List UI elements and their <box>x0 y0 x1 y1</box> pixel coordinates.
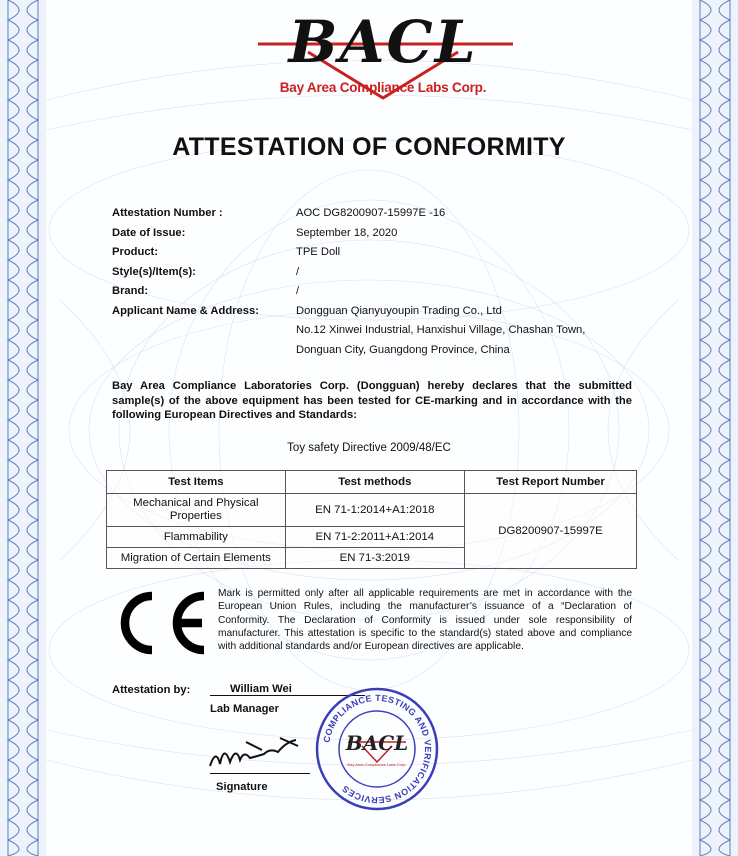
info-label: Applicant Name & Address: <box>112 304 259 317</box>
test-item-cell: Mechanical and Physical Properties <box>107 494 286 527</box>
info-label: Attestation Number : <box>112 207 223 219</box>
test-item-cell: Flammability <box>107 527 286 548</box>
right-decorative-border <box>692 0 738 856</box>
directive-text: Toy safety Directive 2009/48/EC <box>287 442 451 454</box>
stamp-center-text: BACL <box>345 731 409 755</box>
bacl-logo <box>248 10 518 100</box>
info-value: / <box>296 285 300 297</box>
info-value: AOC DG8200907-15997E -16 <box>296 207 446 219</box>
declaration-text: Bay Area Compliance Laboratories Corp. (Dongguan) hereby declares that the submitted sample(s) of the above equipment has been tested for CE-marking and in accordance with the following European Directives and Standards: <box>112 380 632 421</box>
page-title: ATTESTATION OF CONFORMITY <box>172 133 566 161</box>
left-decorative-border <box>0 0 46 856</box>
test-method-cell: EN 71-3:2019 <box>285 548 464 569</box>
attestation-label: Attestation by: <box>112 684 191 696</box>
report-number-cell: DG8200907-15997E <box>465 494 637 569</box>
info-value: / <box>296 265 300 278</box>
info-value: TPE Doll <box>296 246 341 258</box>
info-label: Brand: <box>112 285 149 297</box>
info-value: Donguan City, Guangdong Province, China <box>296 343 510 356</box>
stamp-small-text: Bay Area Compliance Labs Corp. <box>347 762 407 767</box>
handwritten-signature <box>206 728 311 774</box>
info-value: September 18, 2020 <box>296 226 398 239</box>
attestation-name: William Wei <box>210 683 365 696</box>
attestation-role: Lab Manager <box>210 703 280 715</box>
stamp-ring-text: COMPLIANCE TESTING AND VERIFICATION SERVICES <box>321 692 434 806</box>
info-label: Style(s)/Item(s): <box>112 265 196 278</box>
logo-text: BACL <box>288 8 478 76</box>
test-method-cell: EN 71-2:2011+A1:2014 <box>285 527 464 548</box>
table-header-row <box>107 471 637 494</box>
bacl-seal-stamp <box>314 686 440 812</box>
column-header: Test Items <box>107 471 286 494</box>
ce-mark-icon <box>110 588 210 658</box>
info-value: Dongguan Qianyuyoupin Trading Co., Ltd <box>296 304 502 317</box>
signature-label: Signature <box>216 781 268 793</box>
test-item-cell: Migration of Certain Elements <box>107 548 286 569</box>
table-row <box>107 494 637 527</box>
info-label: Product: <box>112 246 158 258</box>
logo-subtitle: Bay Area Compliance Labs Corp. <box>279 80 487 95</box>
info-value: No.12 Xinwei Industrial, Hanxishui Village, Chashan Town, <box>296 324 586 336</box>
column-header: Test Report Number <box>465 471 637 494</box>
test-table <box>106 470 637 569</box>
column-header: Test methods <box>285 471 464 494</box>
test-method-cell: EN 71-1:2014+A1:2018 <box>285 494 464 527</box>
signature-line <box>210 773 310 774</box>
info-label: Date of Issue: <box>112 226 186 239</box>
ce-mark-text: Mark is permitted only after all applicable requirements are met in accordance with the European Union Rules, including the manufacturer’s issuance of a “Declaration of Conformity. The Declaration of Conformity is issued under sole responsibility of manufacturer. This attestation is specific to the standard(s) stated above and compliance with additional standards and/or European directives are applicable. <box>218 588 632 653</box>
